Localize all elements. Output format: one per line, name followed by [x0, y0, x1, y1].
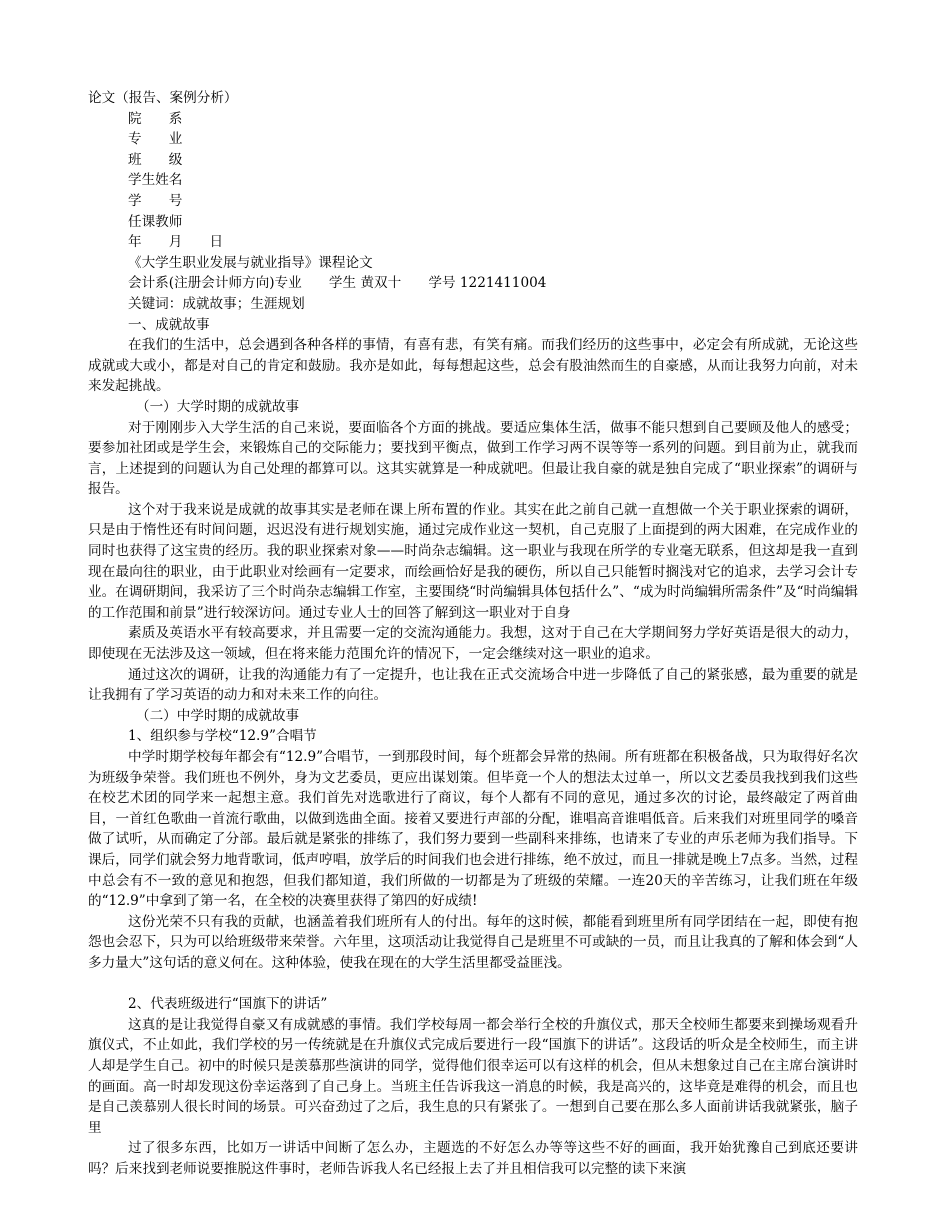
course-title: 《大学生职业发展与就业指导》课程论文 — [128, 254, 373, 271]
paragraph: 通过这次的调研，让我的沟通能力有了一定提升，也让我在正式交流场合中进一步降低了自己的紧张感，最为重要的就是让我拥有了学习英语的动力和对未来工作的向往。 — [88, 666, 858, 704]
item-heading: 2、代表班级进行“国旗下的讲话” — [128, 996, 328, 1013]
field-teacher: 任课教师 — [128, 213, 183, 230]
field-student-id: 学 号 — [128, 192, 183, 209]
paragraph: 这个对于我来说是成就的故事其实是老师在课上所布置的作业。其实在此之前自己就一直想做一个关于职业探索的调研，只是由于惰性还有时间问题，迟迟没有进行规划实施，通过完成作业这一契机，自己克服了上面提到的两大困难，在完成作业的同时也获得了这宝贵的经历。我的职业探索对象——时尚杂志编辑。这一职业与我现在所学的专业毫无联系，但这却是我一直到现在最向往的职业，由于此职业对绘画有一定要求，而绘画恰好是我的硬伤，所以自己只能暂时搁浅对它的追求，去学习会计专业。在调研期间，我采访了三个时尚杂志编辑工作室，主要围绕“时尚编辑具体包括什么”、“成为时尚编辑所需条件”及“时尚编辑的工作范围和前景”进行较深访问。通过专业人士的回答了解到这一职业对于自身 — [88, 501, 858, 621]
paragraph: 这真的是让我觉得自豪又有成就感的事情。我们学校每周一都会举行全校的升旗仪式，那天全校师生都要来到操场观看升旗仪式，不止如此，我们学校的另一传统就是在升旗仪式完成后要进行一段“国旗下的讲话”。这段话的听众是全校师生，而主讲人却是学生自己。初中的时候只是羡慕那些演讲的同学，觉得他们很幸运可以有这样的机会，但从未想象过自己在主席台演讲时的画面。高一时却发现这份幸运落到了自己身上。当班主任告诉我这一消息的时候，我是高兴的，这毕竟是难得的机会，而且也是自己羡慕别人很长时间的场景。可兴奋劲过了之后，我生息的只有紧张了。一想到自己要在那么多人面前讲话我就紧张，脑子里 — [88, 1016, 858, 1136]
document-title: 论文（报告、案例分析） — [88, 90, 238, 106]
field-department: 院 系 — [128, 110, 183, 127]
paragraph: 在我们的生活中，总会遇到各种各样的事情，有喜有悲，有笑有痛。而我们经历的这些事中，必定会有所成就，无论这些成就或大或小，都是对自己的肯定和鼓励。我亦是如此，每每想起这些，总会有股油然而生的自豪感，从而让我努力向前，对未来发起挑战。 — [88, 337, 858, 395]
item-heading: 1、组织参与学校“12.9”合唱节 — [128, 728, 317, 745]
field-class: 班 级 — [128, 151, 183, 168]
subsection-heading: （一）大学时期的成就故事 — [136, 398, 300, 415]
field-student-name: 学生姓名 — [128, 172, 183, 189]
field-major: 专 业 — [128, 131, 183, 148]
paragraph: 素质及英语水平有较高要求，并且需要一定的交流沟通能力。我想，这对于自己在大学期间努力学好英语是很大的动力，即使现在无法涉及这一领域，但在将来能力范围允许的情况下，一定会继续对这一职业的追求。 — [88, 625, 858, 663]
field-date: 年 月 日 — [128, 234, 224, 251]
section-heading: 一、成就故事 — [128, 316, 210, 333]
keywords: 关键词：成就故事；生涯规划 — [128, 295, 305, 312]
paragraph: 过了很多东西，比如万一讲话中间断了怎么办，主题选的不好怎么办等等这些不好的画面，我开始犹豫自己到底还要讲吗？后来找到老师说要推脱这件事时，老师告诉我人名已经报上去了并且相信我可以完整的读下来演 — [88, 1140, 858, 1177]
document-page — [88, 88, 858, 1179]
paragraph: 中学时期学校每年都会有“12.9”合唱节，一到那段时间，每个班都会异常的热闹。所有班都在积极备战，只为取得好名次为班级争荣誉。我们班也不例外，身为文艺委员，更应出谋划策。但毕竟一个人的想法太过单一，所以文艺委员我找到我们这些在校艺术团的同学来一起想主意。我们首先对选歌进行了商议，每个人都有不同的意见，通过多次的讨论，最终敲定了两首曲目，一首红色歌曲一首流行歌曲，以做到选曲全面。接着又要进行声部的分配，谁唱高音谁唱低音。后来我们对班里同学的嗓音做了试听，从而确定了分部。最后就是紧张的排练了，我们努力要到一些副科来排练，也请来了专业的声乐老师为我们指导。下课后，同学们就会努力地背歌词，低声哼唱，放学后的时间我们也会进行排练，绝不放过，而且一排就是晚上7点多。当然，过程中总会有不一致的意见和抱怨，但我们都知道，我们所做的一切都是为了班级的荣耀。一连20天的辛苦练习，让我们班在年级的“12.9”中拿到了第一名，在全校的决赛里获得了第四的好成绩! — [88, 749, 858, 910]
student-info: 会计系(注册会计师方向)专业 学生 黄双十 学号 1221411004 — [128, 275, 547, 292]
blank-line — [88, 974, 858, 995]
subsection-heading: （二）中学时期的成就故事 — [136, 707, 300, 724]
paragraph: 这份光荣不只有我的贡献，也涵盖着我们班所有人的付出。每年的这时候，都能看到班里所有同学团结在一起，即使有抱怨也会忍下，只为可以给班级带来荣誉。六年里，这项活动让我觉得自己是班里不可或缺的一员，而且让我真的了解和体会到“人多力量大”这句话的意义何在。这种体验，使我在现在的大学生活里都受益匪浅。 — [88, 913, 858, 971]
paragraph: 对于刚刚步入大学生活的自己来说，要面临各个方面的挑战。要适应集体生活，做事不能只想到自己要顾及他人的感受；要参加社团或是学生会，来锻炼自己的交际能力；要找到平衡点，做到工作学习两不误等等一系列的问题。到目前为止，就我而言，上述提到的问题认为自己处理的都算可以。这其实就算是一种成就吧。但最让我自豪的就是独自完成了“职业探索”的调研与报告。 — [88, 419, 858, 498]
